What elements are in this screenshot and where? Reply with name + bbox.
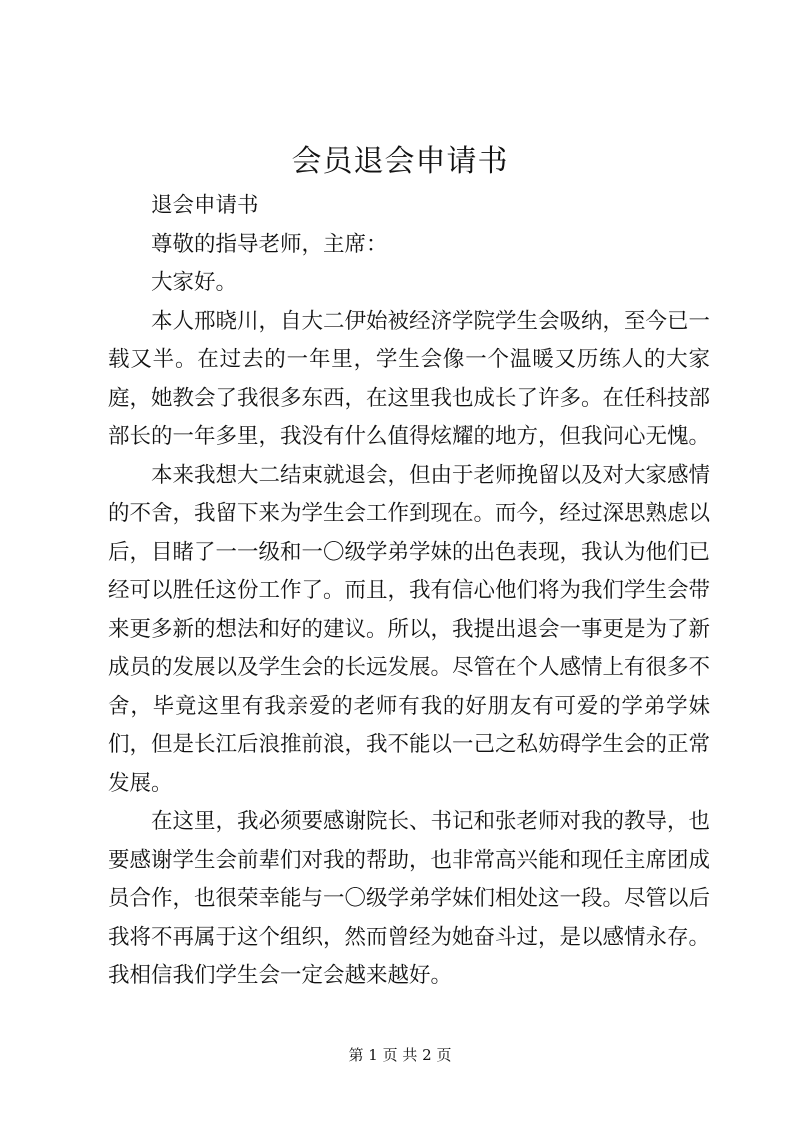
paragraph-introduction: 本人邢晓川，自大二伊始被经济学院学生会吸纳，至今已一载又半。在过去的一年里，学生会像一个温暖又历练人的大家庭，她教会了我很多东西，在这里我也成长了许多。在任科技部部长的一年多里，我没有什么值得炫耀的地方，但我问心无愧。 <box>108 308 711 449</box>
paragraph-reason: 本来我想大二结束就退会，但由于老师挽留以及对大家感情的不舍，我留下来为学生会工作到现在。而今，经过深思熟虑以后，目睹了一一级和一〇级学弟学妹的出色表现，我认为他们已经可以胜任这份工作了。而且，我有信心他们将为我们学生会带来更多新的想法和好的建议。所以，我提出退会一事更是为了新成员的发展以及学生会的长远发展。尽管在个人感情上有很多不舍，毕竟这里有我亲爱的老师有我的好朋友有可爱的学弟学妹们，但是长江后浪推前浪，我不能以一己之私妨碍学生会的正常发展。 <box>108 462 711 796</box>
page-number-footer: 第 1 页 共 2 页 <box>348 1046 452 1064</box>
paragraph-salutation: 尊敬的指导老师，主席： <box>151 231 388 257</box>
document-body <box>108 187 710 996</box>
paragraph-greeting: 大家好。 <box>151 270 238 295</box>
document-title: 会员退会申请书 <box>291 144 509 179</box>
paragraph-thanks: 在这里，我必须要感谢院长、书记和张老师对我的教导，也要感谢学生会前辈们对我的帮助，也非常高兴能和现任主席团成员合作，也很荣幸能与一〇级学弟学妹们相处这一段。尽管以后我将不再属于这个组织，然而曾经为她奋斗过，是以感情永存。我相信我们学生会一定会越来越好。 <box>108 809 711 988</box>
paragraph-heading: 退会申请书 <box>151 193 259 218</box>
